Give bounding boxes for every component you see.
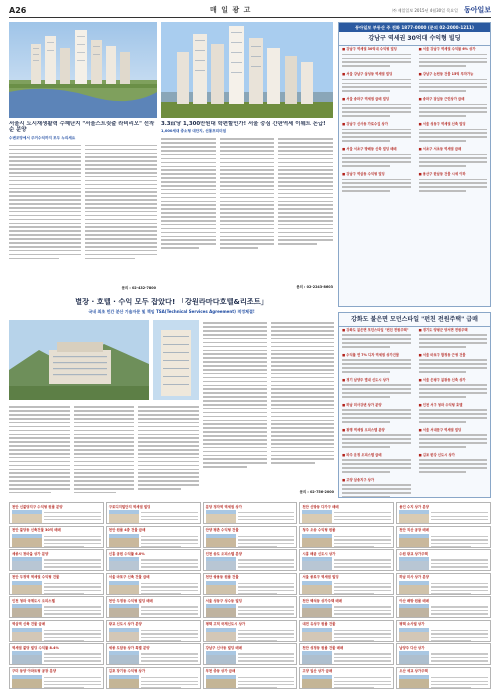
real-estate-listings-top	[338, 22, 491, 307]
classified-ad	[9, 573, 104, 595]
classified-ad-title: 역삼역 신축 건물 급매	[12, 622, 46, 627]
listing-title: ■ 광명 역세권 오피스텔 분양	[342, 427, 385, 432]
listing-title: ■ 김포 한강 신도시 상가	[418, 452, 455, 457]
issue-date: ㈜ 제일일보 2015년 4월30일 목요일	[392, 8, 458, 13]
classified-ad-title: 천안 신방동 다가구 매매	[302, 504, 339, 509]
listing-item	[339, 96, 414, 121]
building-thumbnail	[109, 628, 139, 641]
building-thumbnail	[206, 628, 236, 641]
building-thumbnail	[206, 581, 236, 594]
classified-ad	[396, 667, 491, 689]
article-1-subhead: 수변조망에서 주거수익까지 모두 누리세요	[9, 135, 76, 140]
listing-title: ■ 파주 운정 오피스텔 급매	[342, 452, 382, 457]
classified-ad	[203, 502, 298, 524]
real-estate-listings-bottom	[338, 312, 491, 498]
listing-title: ■ 서울 서초구 방배동 신축 빌딩 매매	[342, 147, 397, 152]
classified-ad-title: 강남구 신사동 빌딩 매매	[205, 645, 242, 650]
classified-ad	[106, 643, 201, 665]
classified-ad	[9, 667, 104, 689]
listing-title: ■ 송파구 잠실동 근린상가 급매	[418, 97, 465, 102]
building-thumbnail	[302, 675, 332, 688]
classified-ad-title: 남양주 다산 상가	[399, 645, 425, 650]
building-thumbnail	[206, 534, 236, 547]
classified-ad	[9, 596, 104, 618]
listing-title: ■ 하남 미사강변 상가 분양	[342, 402, 382, 407]
listing-item	[416, 71, 491, 96]
classified-ad-body	[334, 628, 391, 642]
listing-title: ■ 강화도 불은면 모던스타일 "펀친 전원주택"	[342, 328, 409, 332]
listing-body	[342, 384, 411, 397]
building-thumbnail	[12, 604, 42, 617]
listing-body	[342, 359, 411, 372]
listing-item	[416, 171, 491, 196]
classified-ad	[9, 526, 104, 548]
listing-body	[419, 384, 488, 397]
classified-ad-title: 서울 종로구 역세권 빌딩	[302, 575, 339, 580]
classified-ad-title: 천안 두정동 수익형 빌딩 매매	[108, 598, 153, 603]
listing-item	[339, 171, 414, 196]
classified-ad-title: 천안 성정동 원룸 건물 매매	[302, 645, 344, 650]
classified-ad	[299, 643, 394, 665]
listing-title: ■ 서울 강남구 역세권 수익률 6% 상가	[418, 47, 476, 52]
listing-title: ■ 경기 남양주 별내 신도시 상가	[342, 377, 390, 382]
building-thumbnail	[12, 581, 42, 594]
listing-body	[419, 79, 488, 92]
classified-ad	[203, 573, 298, 595]
listing-body	[342, 104, 411, 117]
hotel-resort-photo	[9, 320, 149, 400]
listing-body	[419, 154, 488, 167]
classified-ad	[106, 526, 201, 548]
building-thumbnail	[109, 604, 139, 617]
classified-ad-title: 천안 불당동 신축건물 30억 매매	[12, 528, 61, 533]
listing-item	[416, 46, 491, 71]
building-thumbnail	[399, 651, 429, 664]
building-thumbnail	[109, 557, 139, 570]
building-thumbnail	[109, 651, 139, 664]
classified-ad-body	[238, 651, 295, 665]
classified-ad	[299, 573, 394, 595]
article-2	[161, 121, 333, 293]
building-thumbnail	[399, 534, 429, 547]
apartment-photo	[9, 22, 157, 118]
classified-ad	[203, 549, 298, 571]
classified-ad-title: 세종시 첫마을 상가 분양	[12, 551, 49, 556]
listing-body	[419, 409, 488, 422]
listing-body	[419, 104, 488, 117]
listing-title: ■ 수익률 연 7% 디자 역세권 상가건물	[342, 352, 400, 357]
classified-ad-body	[334, 581, 391, 595]
classified-ad	[203, 526, 298, 548]
listing-item	[416, 327, 491, 352]
listing-body	[419, 459, 488, 472]
building-thumbnail	[399, 581, 429, 594]
article-3-body-lower	[9, 404, 199, 496]
classified-ad	[203, 620, 298, 642]
building-thumbnail	[206, 557, 236, 570]
listing-item	[416, 121, 491, 146]
classified-ad-body	[238, 581, 295, 595]
classified-ad-body	[238, 534, 295, 548]
listing-body	[342, 434, 411, 447]
building-thumbnail	[399, 628, 429, 641]
article-2-phone: 문의 : 02-2243-8603	[296, 284, 333, 289]
classified-ad-body	[238, 557, 295, 571]
classified-ad-title: 구로디지털단지 역세권 빌딩	[108, 504, 151, 509]
classified-ad	[106, 502, 201, 524]
section-title: 매 일 광 고	[210, 6, 252, 15]
listing-item	[339, 451, 414, 476]
building-thumbnail	[109, 581, 139, 594]
classified-ad-title: 고양 일산 상가 급매	[302, 669, 333, 674]
classified-ad-body	[44, 534, 101, 548]
listing-title: ■ 서울 성동구 역세권 신축 빌딩	[418, 122, 466, 127]
page-header	[9, 4, 491, 18]
building-thumbnail	[12, 651, 42, 664]
classified-ad	[299, 526, 394, 548]
building-thumbnail	[302, 581, 332, 594]
listing-body	[342, 459, 411, 472]
classified-ad-body	[44, 604, 101, 618]
article-2-subhead: 1,000세대 중소형 대단지, 선통프리미엄	[161, 129, 227, 134]
building-thumbnail	[399, 557, 429, 570]
classified-ad-body	[334, 604, 391, 618]
listing-title: ■ 서울 송파구 역세권 급매 빌딩	[342, 97, 390, 102]
listing-item	[416, 146, 491, 171]
building-thumbnail	[302, 534, 332, 547]
listings-top-items	[339, 46, 490, 196]
listing-item	[339, 376, 414, 401]
listings-phone-bar: 동아일보 부동산 주 전화 1877-0000 (문의 02-2000-1211)	[339, 23, 490, 32]
listing-item	[416, 376, 491, 401]
listing-body	[342, 334, 411, 347]
classified-ad-title: 청주 오송 수익형 원룸	[302, 528, 336, 533]
listing-title: ■ 용산구 한남동 건물 시세 이하	[418, 172, 466, 177]
listing-title: ■ 경기도 양평군 양서면 전원주택	[418, 328, 468, 332]
classified-ad-title: 서울 마포구 신축 건물 급매	[108, 575, 150, 580]
classified-ad-body	[334, 675, 391, 689]
classified-ad-body	[141, 604, 198, 618]
classified-ad-body	[431, 675, 488, 689]
article-3-subhead: 국내 최초 민간 분산 기술자문 및 책임 TSA(Technical Services Agreement) 적정체결!	[88, 308, 255, 314]
classified-ad-body	[238, 510, 295, 524]
classified-ad-body	[141, 675, 198, 689]
page-number: A26	[9, 5, 27, 15]
listing-item	[416, 351, 491, 376]
building-thumbnail	[302, 628, 332, 641]
classified-ad-title: 천안 신불당지구 수익형 원룸 분양	[12, 504, 63, 509]
classified-ad-title: 하남 미사 상가 분양	[399, 575, 429, 580]
classified-ad-title: 광교 신도시 상가 분양	[108, 622, 142, 627]
classified-ad-body	[141, 510, 198, 524]
listings-bottom-items	[339, 327, 490, 499]
listing-item	[339, 476, 414, 498]
classified-ad-title: 분당 정자역 역세권 상가	[205, 504, 242, 509]
listing-item	[339, 121, 414, 146]
classified-ad-body	[44, 675, 101, 689]
building-thumbnail	[399, 604, 429, 617]
listing-item	[339, 426, 414, 451]
classified-ad-body	[141, 628, 198, 642]
listing-item	[339, 71, 414, 96]
listing-item	[339, 401, 414, 426]
classified-ad	[9, 502, 104, 524]
listing-title: ■ 서초구 서초동 역세권 급매	[418, 147, 462, 152]
classified-ad-title: 천안 쌍용동 원룸 건물	[205, 575, 239, 580]
article-2-headline: 3.3㎡당 1,300만원대 학편할인가! 서울 중심 간판역세 이웨트 논급!	[161, 121, 326, 127]
classified-ad-title: 오산 세교 상가주택	[399, 669, 428, 674]
tower-complex-photo	[161, 22, 333, 118]
classified-ad	[299, 549, 394, 571]
classified-ad-body	[334, 534, 391, 548]
building-thumbnail	[302, 557, 332, 570]
listing-body	[342, 154, 411, 167]
building-thumbnail	[206, 510, 236, 523]
classified-ad	[299, 620, 394, 642]
classified-ad-title: 천안 백석동 상가주택 매매	[302, 598, 342, 603]
classified-ad	[106, 620, 201, 642]
classified-ad	[299, 596, 394, 618]
classified-ad-body	[334, 651, 391, 665]
classified-ad-body	[431, 534, 488, 548]
classified-ad-title: 천안 직산 공장 매매	[399, 528, 429, 533]
listings-bottom-title: 강화도 불은면 모던스타일 "펀친 전원주택" 급매	[339, 313, 490, 327]
classified-ad-body	[431, 510, 488, 524]
building-thumbnail	[302, 651, 332, 664]
classified-ad	[396, 596, 491, 618]
classified-ad	[106, 549, 201, 571]
listing-body	[419, 434, 488, 447]
listing-body	[419, 54, 488, 67]
building-thumbnail	[12, 557, 42, 570]
classified-ad-body	[431, 581, 488, 595]
listing-item	[416, 451, 491, 476]
hotel-building-photo	[153, 320, 199, 400]
classified-ad	[396, 620, 491, 642]
article-3	[9, 298, 334, 498]
building-thumbnail	[302, 604, 332, 617]
classified-ad-title: 역세권 불당 빌딩 수익률 8.4%	[12, 645, 59, 650]
listing-item	[339, 351, 414, 376]
classified-ad	[9, 620, 104, 642]
classified-ad	[396, 573, 491, 595]
classified-ad-body	[238, 675, 295, 689]
classified-ad-body	[44, 628, 101, 642]
listing-item	[416, 96, 491, 121]
classified-ad	[106, 573, 201, 595]
article-3-headline: 별장 · 호텔 · 수익 모두 잡았다! 「강원라마다호텔&리조트」	[75, 298, 268, 306]
classified-ad-body	[238, 604, 295, 618]
classified-ad-title: 용인 수지 상가 분양	[399, 504, 429, 509]
article-4-phone: 문의 : 02-432-7800	[121, 286, 156, 290]
classified-ad	[396, 643, 491, 665]
classified-ad-body	[431, 628, 488, 642]
classified-ad-title: 인천 청라 국제도시 오피스텔	[12, 598, 55, 603]
building-thumbnail	[399, 510, 429, 523]
article-1-body	[9, 142, 157, 261]
classified-ad-title: 수원 광교 상가주택	[399, 551, 428, 556]
classified-ad-body	[141, 581, 198, 595]
classified-ad-title: 신흥 공원 수익률 6.0%	[108, 551, 145, 556]
classified-ad-body	[141, 651, 198, 665]
listing-title: ■ 인천 서구 청라 수익형 호텔	[418, 402, 463, 407]
building-thumbnail	[109, 510, 139, 523]
listing-body	[342, 409, 411, 422]
listing-title: ■ 강남구 역삼동 수익형 빌딩	[342, 172, 385, 177]
classified-ad-title: 천안 원룸 4층 건물 급매	[108, 528, 146, 533]
listings-top-title: 강남구 역세권 30억대 수익형 빌딩	[339, 32, 490, 46]
listing-body	[342, 54, 411, 67]
article-2-body	[161, 136, 333, 251]
classified-ad-body	[44, 651, 101, 665]
classified-ad	[203, 596, 298, 618]
classified-ad	[9, 549, 104, 571]
classified-ad-title: 서울 성동구 성수동 빌딩	[205, 598, 242, 603]
classified-ad-title: 안양 평촌 수익형 건물	[205, 528, 239, 533]
building-thumbnail	[12, 510, 42, 523]
classified-ad	[396, 502, 491, 524]
building-thumbnail	[206, 675, 236, 688]
listing-body	[419, 129, 488, 142]
building-thumbnail	[206, 604, 236, 617]
building-thumbnail	[12, 628, 42, 641]
classified-ad	[299, 502, 394, 524]
classified-ad-title: 세종 도담동 상가 특별 분양	[108, 645, 150, 650]
building-thumbnail	[12, 534, 42, 547]
classified-ad-title: 인천 송도 오피스텔 분양	[205, 551, 242, 556]
classified-ad	[203, 667, 298, 689]
listing-title: ■ 서울 은평구 불광동 신축 상가	[418, 377, 466, 382]
article-1-headline: 서울시 도시재생활력 수혜단지 "서울스트릿출 라비리오" 선착순 분양	[9, 121, 155, 134]
listing-item	[339, 46, 414, 71]
listing-body	[342, 79, 411, 92]
classified-ad-title: 시흥 배곧 신도시 상가	[302, 551, 336, 556]
newspaper-logo: 동아일보	[463, 5, 491, 15]
listing-item	[416, 426, 491, 451]
classified-ad	[9, 643, 104, 665]
building-thumbnail	[302, 510, 332, 523]
listing-item	[416, 401, 491, 426]
listing-body	[419, 359, 488, 372]
classified-ad-body	[334, 557, 391, 571]
classified-ad-body	[44, 557, 101, 571]
classified-ad-body	[141, 534, 198, 548]
listing-item	[339, 327, 414, 352]
building-thumbnail	[399, 675, 429, 688]
building-thumbnail	[12, 675, 42, 688]
classified-ad-body	[238, 628, 295, 642]
article-3-body	[203, 320, 334, 470]
classified-ad-title: 대전 유성구 원룸 건물	[302, 622, 336, 627]
building-thumbnail	[109, 534, 139, 547]
classified-ad-title: 김포 장기동 수익형 상가	[108, 669, 146, 674]
article-3-phone: 문의 : 02-756-2000	[299, 489, 334, 494]
listing-body	[419, 179, 488, 192]
classified-ad-body	[431, 557, 488, 571]
listing-body	[419, 334, 488, 347]
listing-title: ■ 서울 강남구 삼성동 역세권 빌딩	[342, 72, 393, 77]
listing-title: ■ 강남구 역세권 30억대 수익형 빌딩	[342, 47, 397, 52]
classified-ad-title: 구미 동양 아파트형 공장 분양	[12, 669, 57, 674]
listing-body	[342, 129, 411, 142]
classified-ad-title: 천안 두정역 역세권 수익형 건물	[12, 575, 60, 580]
listing-body	[342, 179, 411, 192]
classified-ad-title: 아산 배방 원룸 매매	[399, 598, 429, 603]
classified-ad	[396, 549, 491, 571]
classified-ad-title: 부천 중동 상가 급매	[205, 669, 236, 674]
classified-ad	[299, 667, 394, 689]
listing-title: ■ 고양 삼송지구 상가	[342, 477, 375, 482]
building-thumbnail	[206, 651, 236, 664]
classified-ad-body	[431, 651, 488, 665]
classified-ad-body	[44, 581, 101, 595]
listing-body	[342, 484, 411, 497]
classified-ad-body	[431, 604, 488, 618]
listing-title: ■ 서울 서대문구 역세권 빌딩	[418, 427, 462, 432]
building-thumbnail	[109, 675, 139, 688]
listing-item	[339, 146, 414, 171]
classified-ad-body	[334, 510, 391, 524]
article-1	[9, 121, 157, 293]
classified-ad	[106, 596, 201, 618]
classified-ad-body	[44, 510, 101, 524]
classified-ad-title: 평택 소사벌 상가	[399, 622, 425, 627]
classified-ad-grid	[9, 502, 491, 689]
classified-ad-body	[141, 557, 198, 571]
classified-ad-title: 평택 고덕 국제신도시 상가	[205, 622, 246, 627]
listing-title: ■ 서울 마포구 합정동 근생 건물	[418, 352, 466, 357]
classified-ad	[106, 667, 201, 689]
classified-ad	[396, 526, 491, 548]
classified-ad	[203, 643, 298, 665]
listing-title: ■ 강남구 논현동 건물 15억 투자가능	[418, 72, 474, 77]
listing-title: ■ 강남구 신사동 가로수길 상가	[342, 122, 388, 127]
